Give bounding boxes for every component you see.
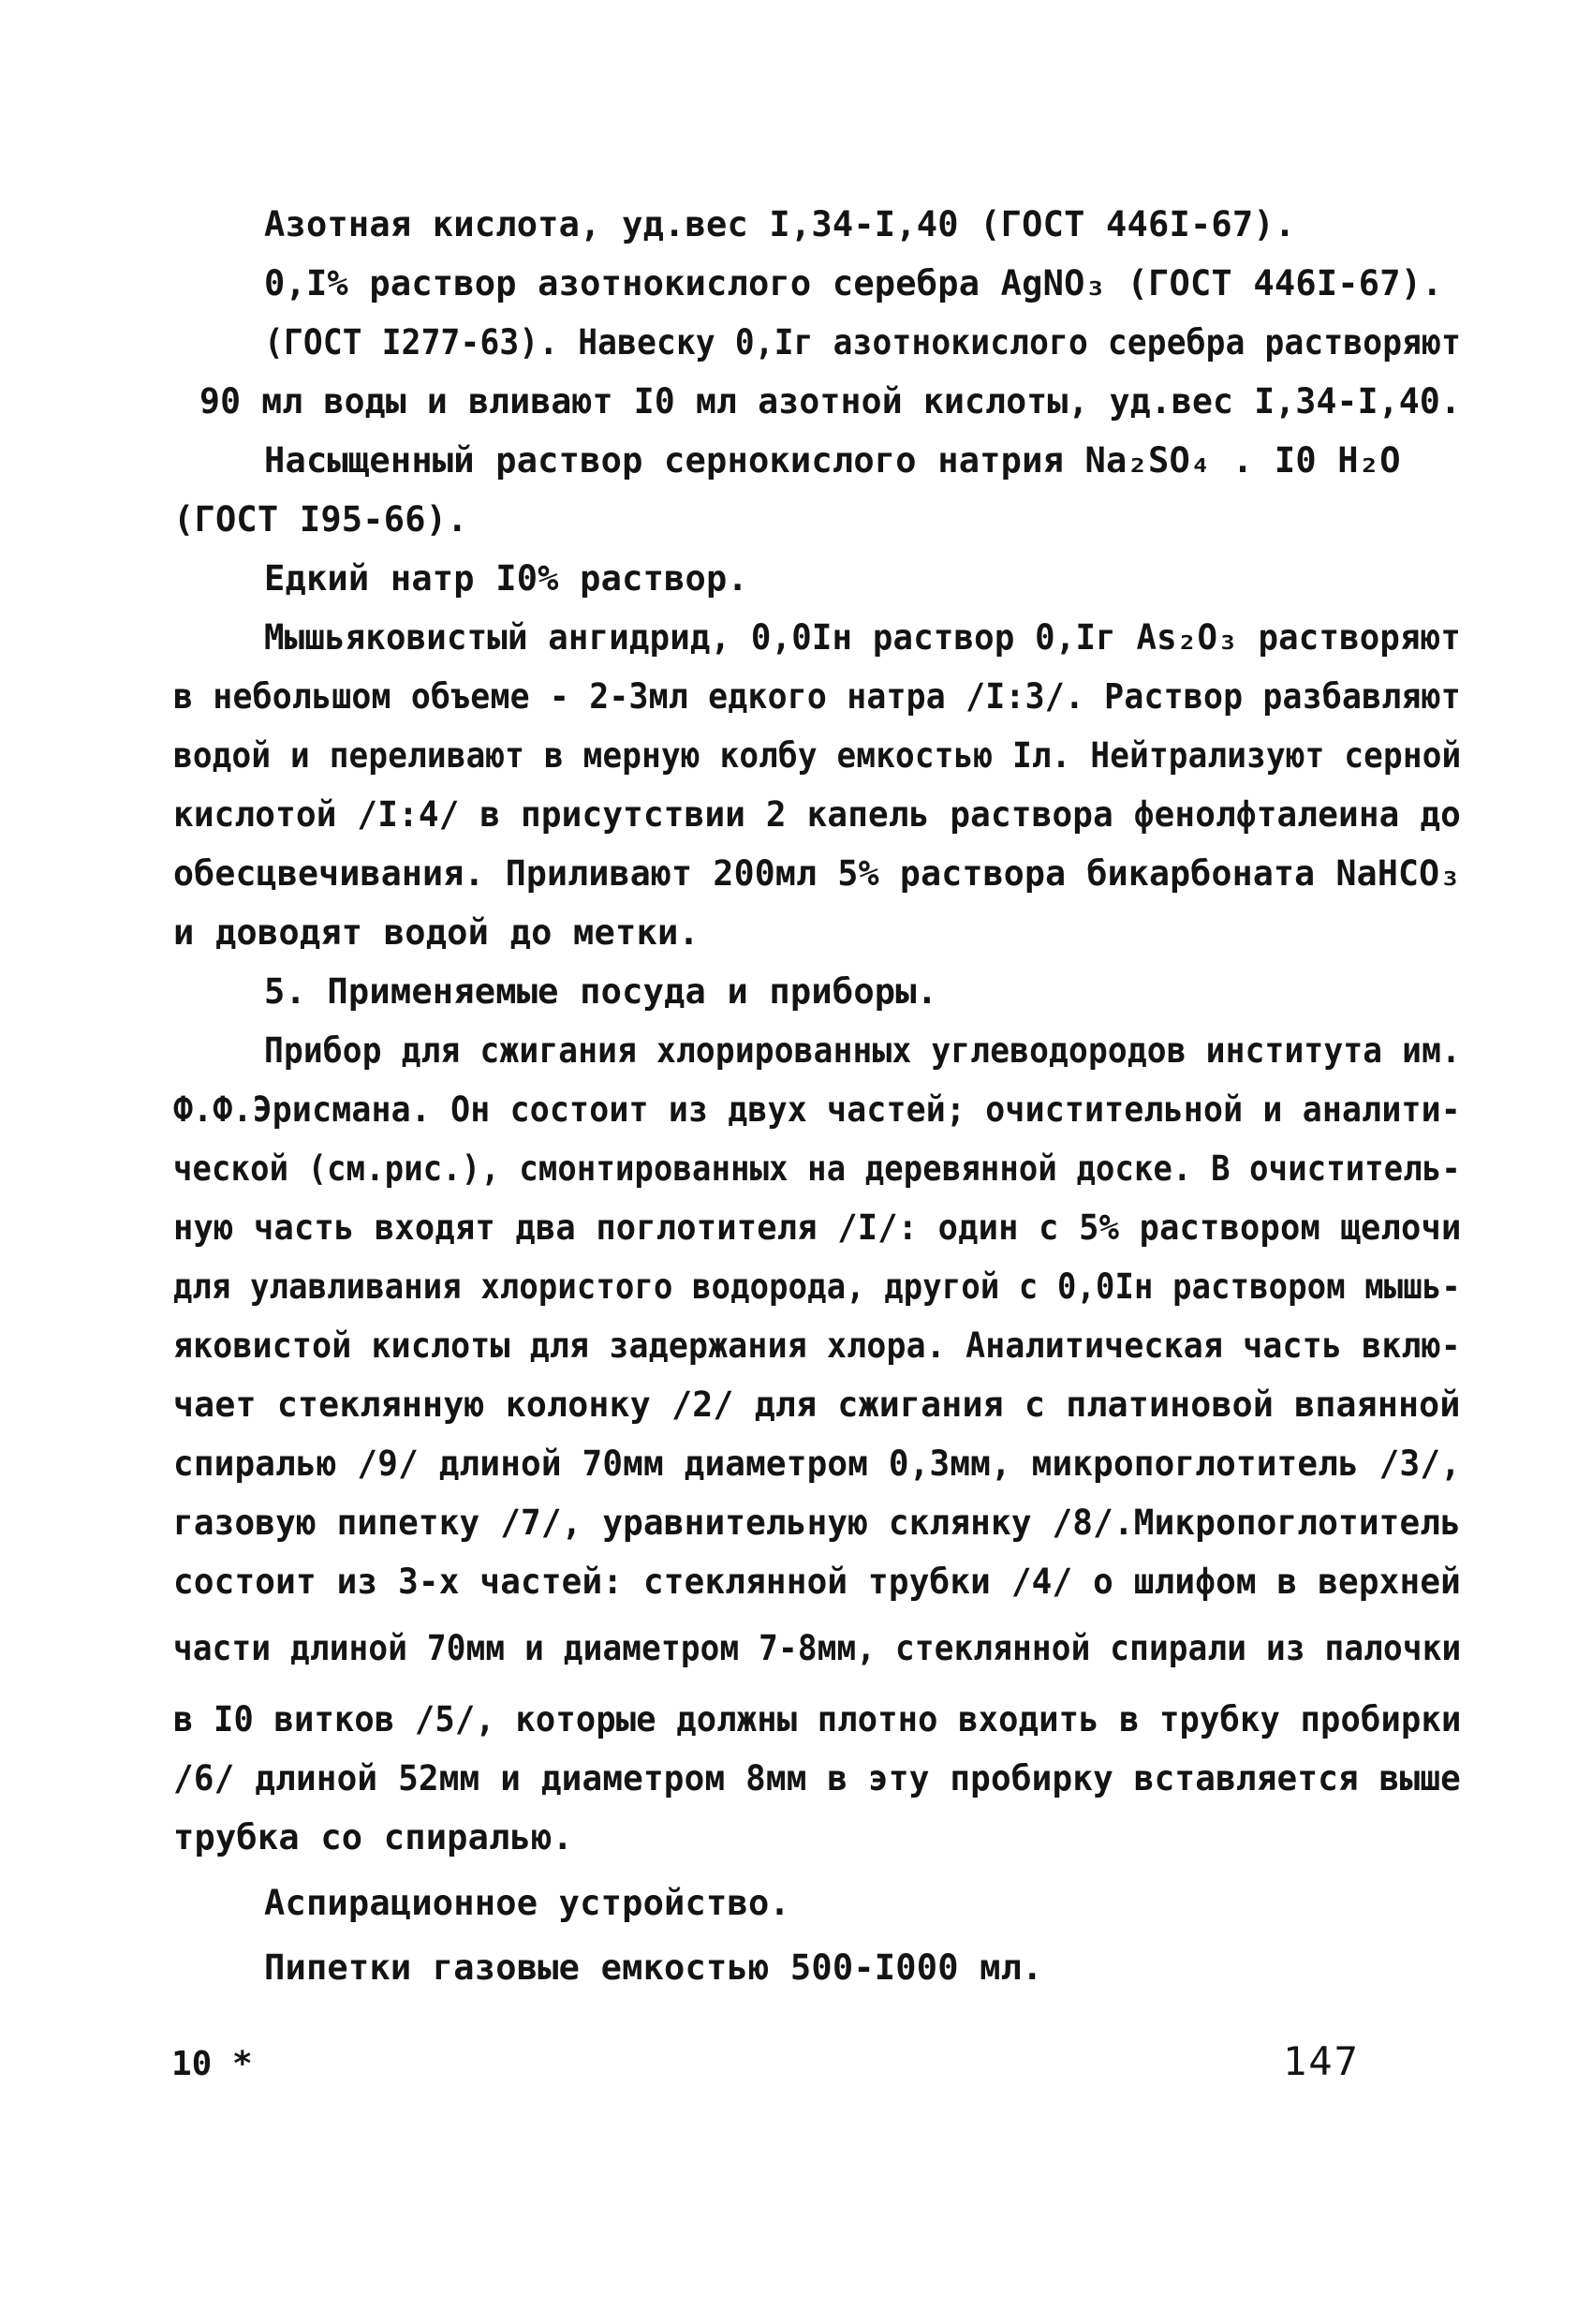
text-line: Аспирационное устройство. — [264, 1883, 790, 1923]
text-line: трубка со спиралью. — [173, 1817, 574, 1858]
text-line: Ф.Ф.Эрисмана. Он состоит из двух частей; очистительной и аналити- — [173, 1089, 1461, 1130]
text-line: для улавливания хлористого водорода, другой с 0,0Iн раствором мышь- — [173, 1266, 1461, 1307]
text-line: Насыщенный раствор сернокислого натрия Na₂SO₄ . I0 H₂O — [264, 440, 1401, 481]
text-line: обесцвечивания. Приливают 200мл 5% раствора бикарбоната NaHCO₃ — [173, 853, 1461, 894]
text-line: состоит из 3-х частей: стеклянной трубки /4/ о шлифом в верхней — [173, 1562, 1461, 1602]
text-line: и доводят водой до метки. — [173, 912, 700, 953]
text-line: водой и переливают в мерную колбу емкостью Iл. Нейтрализуют серной — [173, 735, 1462, 776]
text-line: (ГОСТ I277-63). Навеску 0,Iг азотнокислого серебра растворяют — [264, 322, 1462, 363]
text-line: в I0 витков /5/, которые должны плотно входить в трубку пробирки — [173, 1699, 1462, 1739]
text-line: яковистой кислоты для задержания хлора. Аналитическая часть вклю- — [173, 1325, 1461, 1366]
text-line: ную часть входят два поглотителя /I/: один с 5% раствором щелочи — [173, 1207, 1462, 1248]
text-line: 0,I% раствор азотнокислого серебра AgNO₃ (ГОСТ 446I-67). — [264, 263, 1443, 303]
text-line: /6/ длиной 52мм и диаметром 8мм в эту пробирку вставляется выше — [173, 1758, 1461, 1799]
signature-mark: 10 * — [171, 2045, 253, 2083]
text-line: 90 мл воды и вливают I0 мл азотной кислоты, уд.вес I,34-I,40. — [199, 381, 1462, 422]
section-heading: 5. Применяемые посуда и приборы. — [264, 971, 938, 1012]
text-line: Мышьяковистый ангидрид, 0,0Iн раствор 0,Iг As₂O₃ растворяют — [264, 617, 1462, 658]
text-line: чает стеклянную колонку /2/ для сжигания с платиновой впаянной — [173, 1384, 1461, 1425]
text-line: Азотная кислота, уд.вес I,34-I,40 (ГОСТ 446I-67). — [264, 204, 1296, 244]
text-line: спиралью /9/ длиной 70мм диаметром 0,3мм, микропоглотитель /3/, — [173, 1443, 1461, 1484]
text-line: (ГОСТ I95-66). — [173, 499, 468, 540]
text-line: ческой (см.рис.), смонтированных на деревянной доске. В очиститель- — [173, 1148, 1461, 1189]
text-line: Едкий натр I0% раствор. — [264, 558, 748, 599]
text-line: газовую пипетку /7/, уравнительную склянку /8/.Микропоглотитель — [173, 1502, 1461, 1543]
text-line: Прибор для сжигания хлорированных углеводородов института им. — [264, 1030, 1462, 1071]
page-number: 147 — [1283, 2038, 1360, 2084]
text-line: в небольшом объеме - 2-3мл едкого натра /I:3/. Раствор разбавляют — [173, 676, 1461, 717]
text-line: Пипетки газовые емкостью 500-I000 мл. — [264, 1947, 1043, 1988]
text-line: части длиной 70мм и диаметром 7-8мм, стеклянной спирали из палочки — [173, 1628, 1462, 1668]
text-line: кислотой /I:4/ в присутствии 2 капель раствора фенолфталеина до — [173, 794, 1461, 835]
